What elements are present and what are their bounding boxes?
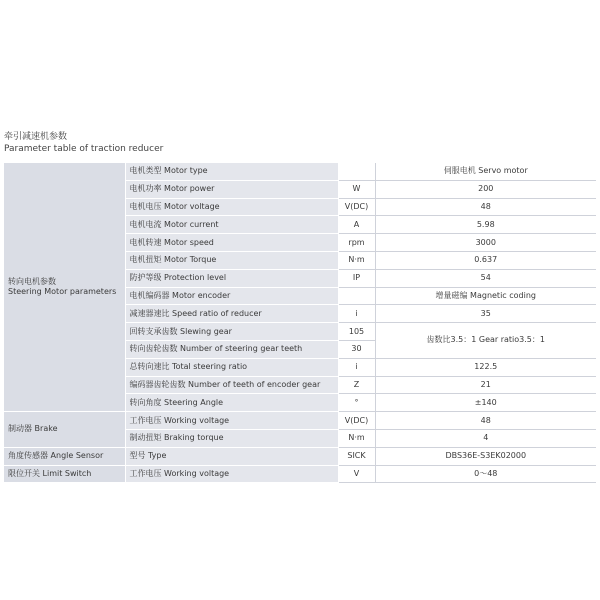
param-name: 工作电压 Working voltage [125,412,338,430]
param-value: 35 [375,305,596,323]
param-unit: 105 [338,323,375,341]
param-unit: i [338,305,375,323]
heading-zh: 牵引减速机参数 [4,132,68,142]
param-name: 电机功率 Motor power [125,180,338,198]
group-limit-switch: 限位开关 Limit Switch [4,465,125,483]
param-name: 电机扭矩 Motor Torque [125,251,338,269]
param-unit [338,163,375,180]
param-unit: 30 [338,340,375,358]
param-value: 48 [375,198,596,216]
param-unit: N·m [338,251,375,269]
group-zh: 转向电机参数 [8,277,56,287]
param-unit: N·m [338,429,375,447]
param-value: ±140 [375,394,596,412]
param-name: 型号 Type [125,447,338,465]
group-brake: 制动器 Brake [4,412,125,448]
param-value: 48 [375,412,596,430]
table-row [4,163,596,180]
param-value: 齿数比3.5：1 Gear ratio3.5：1 [375,323,596,359]
param-value: 200 [375,180,596,198]
param-name: 总转向速比 Total steering ratio [125,358,338,376]
param-value: DBS36E-S3EK02000 [375,447,596,465]
param-unit: A [338,216,375,234]
table-row [4,412,596,430]
group-steering-motor [4,163,125,412]
param-name: 防护等级 Protection level [125,269,338,287]
table-row [4,447,596,465]
param-name: 电机类型 Motor type [125,163,338,180]
group-en: Steering Motor parameters [8,287,117,297]
param-value: 54 [375,269,596,287]
param-value: 伺服电机 Servo motor [375,163,596,180]
heading-en: Parameter table of traction reducer [4,144,164,154]
table-heading [4,131,163,155]
param-unit: V [338,465,375,483]
param-name: 编码器齿轮齿数 Number of teeth of encoder gear [125,376,338,394]
param-unit: i [338,358,375,376]
param-name: 电机电流 Motor current [125,216,338,234]
param-unit: ° [338,394,375,412]
param-name: 电机电压 Motor voltage [125,198,338,216]
param-value: 122.5 [375,358,596,376]
param-name: 转向齿轮齿数 Number of steering gear teeth [125,340,338,358]
param-name: 减速器速比 Speed ratio of reducer [125,305,338,323]
param-value: 3000 [375,234,596,252]
param-unit: V(DC) [338,412,375,430]
param-name: 电机转速 Motor speed [125,234,338,252]
param-name: 转向角度 Steering Angle [125,394,338,412]
param-unit: V(DC) [338,198,375,216]
param-name: 回转支承齿数 Slewing gear [125,323,338,341]
group-angle-sensor: 角度传感器 Angle Sensor [4,447,125,465]
param-value: 增量磁编 Magnetic coding [375,287,596,305]
parameter-table [4,163,596,483]
param-unit: Z [338,376,375,394]
param-name: 工作电压 Working voltage [125,465,338,483]
param-unit [338,287,375,305]
param-unit: W [338,180,375,198]
param-unit: IP [338,269,375,287]
param-unit: rpm [338,234,375,252]
param-name: 电机编码器 Motor encoder [125,287,338,305]
param-name: 制动扭矩 Braking torque [125,429,338,447]
param-value: 0.637 [375,251,596,269]
param-value: 0～48 [375,465,596,483]
param-value: 4 [375,429,596,447]
table-row [4,465,596,483]
param-value: 21 [375,376,596,394]
param-value: 5.98 [375,216,596,234]
param-unit: SICK [338,447,375,465]
